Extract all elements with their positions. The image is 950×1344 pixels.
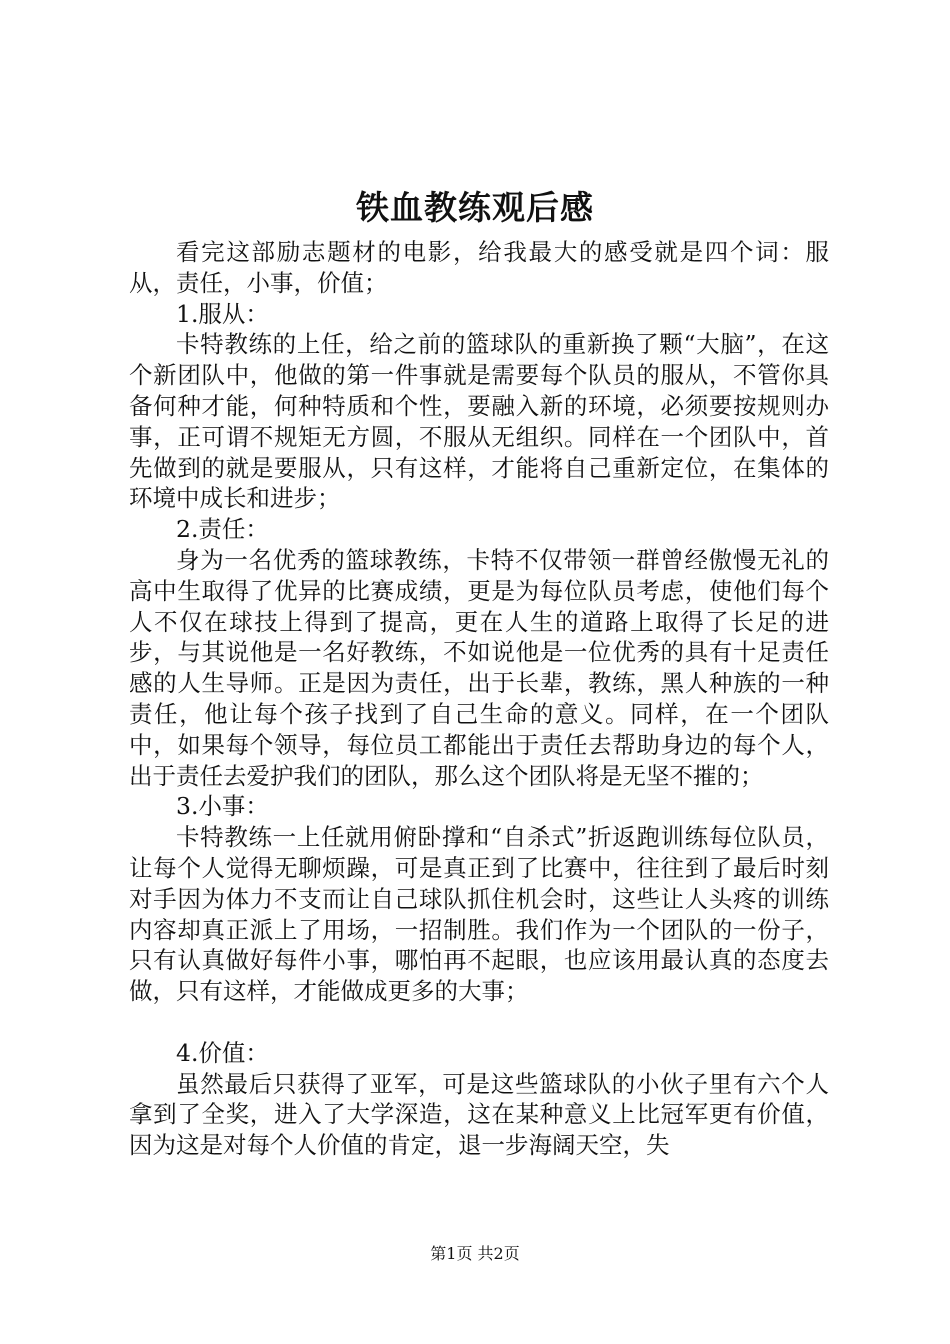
- section-paragraph-value: 虽然最后只获得了亚军，可是这些篮球队的小伙子里有六个人拿到了全奖，进入了大学深造，这在某种意义上比冠军更有价值，因为这是对每个人价值的肯定，退一步海阔天空，失: [129, 1069, 829, 1160]
- page-footer: 第1页 共2页: [430, 1244, 520, 1263]
- section-heading-value: 4.价值：: [176, 1038, 269, 1067]
- intro-paragraph: 看完这部励志题材的电影，给我最大的感受就是四个词：服从，责任，小事，价值；: [129, 238, 829, 297]
- document-body: [129, 237, 829, 1161]
- section-heading-obedience: 1.服从：: [176, 299, 269, 328]
- section-paragraph-obedience: 卡特教练的上任，给之前的篮球队的重新换了颗“大脑”，在这个新团队中，他做的第一件事就是需要每个队员的服从，不管你具备何种才能，何种特质和个性，要融入新的环境，必须要按规则办事，正可谓不规矩无方圆，不服从无组织。同样在一个团队中，首先做到的就是要服从，只有这样，才能将自己重新定位，在集体的环境中成长和进步；: [129, 330, 829, 513]
- section-paragraph-responsibility: 身为一名优秀的篮球教练，卡特不仅带领一群曾经傲慢无礼的高中生取得了优异的比赛成绩，更是为每位队员考虑，使他们每个人不仅在球技上得到了提高，更在人生的道路上取得了长足的进步，与其说他是一名好教练，不如说他是一位优秀的具有十足责任感的人生导师。正是因为责任，出于长辈，教练，黑人种族的一种责任，他让每个孩子找到了自己生命的意义。同样，在一个团队中，如果每个领导，每位员工都能出于责任去帮助身边的每个人，出于责任去爱护我们的团队，那么这个团队将是无坚不摧的；: [129, 545, 829, 790]
- section-heading-small-things: 3.小事：: [176, 792, 269, 821]
- section-paragraph-small-things: 卡特教练一上任就用俯卧撑和“自杀式”折返跑训练每位队员，让每个人觉得无聊烦躁，可是真正到了比赛中，往往到了最后时刻对手因为体力不支而让自己球队抓住机会时，这些让人头疼的训练内容却真正派上了用场，一招制胜。我们作为一个团队的一份子，只有认真做好每件小事，哪怕再不起眼，也应该用最认真的态度去做，只有这样，才能做成更多的大事；: [129, 823, 829, 1006]
- blank-line: [129, 1007, 829, 1038]
- section-heading-responsibility: 2.责任：: [176, 515, 269, 544]
- document-title: 铁血教练观后感: [356, 188, 594, 227]
